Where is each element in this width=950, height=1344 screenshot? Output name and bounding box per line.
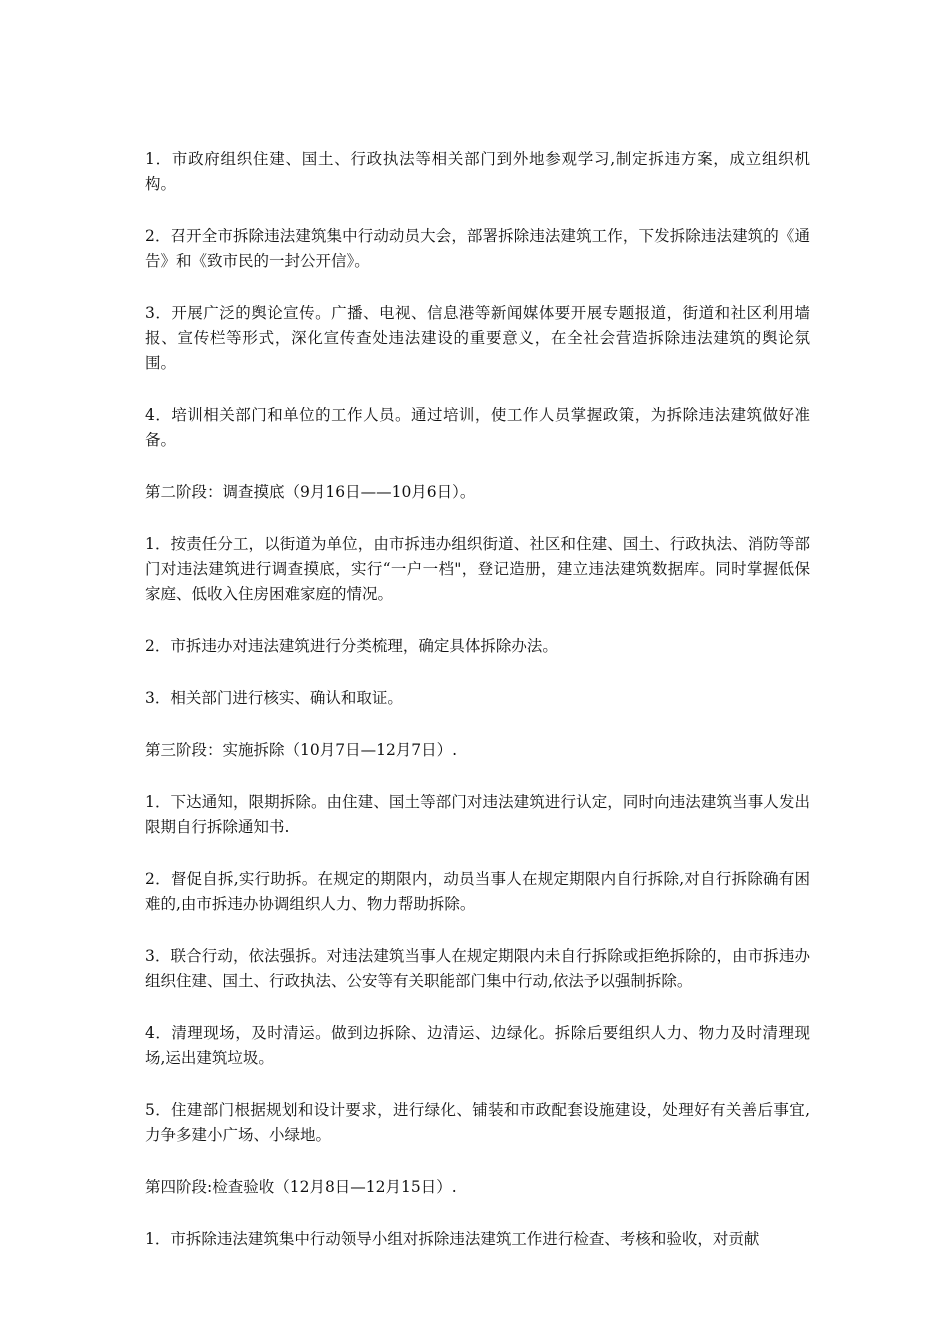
paragraph-prep-2: 2．召开全市拆除违法建筑集中行动动员大会，部署拆除违法建筑工作，下发拆除违法建筑的《通告》和《致市民的一封公开信》。 <box>145 227 810 270</box>
stage-three-heading: 第三阶段：实施拆除（10月7日—12月7日）. <box>145 741 458 759</box>
paragraph-survey-2: 2．市拆违办对违法建筑进行分类梳理，确定具体拆除办法。 <box>145 637 558 655</box>
paragraph-prep-4: 4．培训相关部门和单位的工作人员。通过培训，使工作人员掌握政策，为拆除违法建筑做好准备。 <box>145 406 810 449</box>
paragraph-demolition-5: 5．住建部门根据规划和设计要求，进行绿化、铺装和市政配套设施建设，处理好有关善后事宜,力争多建小广场、小绿地。 <box>145 1101 810 1144</box>
paragraph-survey-1: 1．按责任分工，以街道为单位，由市拆违办组织街道、社区和住建、国土、行政执法、消防等部门对违法建筑进行调查摸底，实行“一户一档"，登记造册，建立违法建筑数据库。同时掌握低保家庭、低收入住房困难家庭的情况。 <box>145 535 810 603</box>
paragraph-demolition-2: 2．督促自拆,实行助拆。在规定的期限内，动员当事人在规定期限内自行拆除,对自行拆除确有困难的,由市拆违办协调组织人力、物力帮助拆除。 <box>145 870 810 913</box>
paragraph-demolition-1: 1．下达通知，限期拆除。由住建、国土等部门对违法建筑进行认定，同时向违法建筑当事人发出限期自行拆除通知书. <box>145 793 810 836</box>
stage-two-heading: 第二阶段：调查摸底（9月16日——10月6日）。 <box>145 483 476 501</box>
paragraph-survey-3: 3．相关部门进行核实、确认和取证。 <box>145 689 403 707</box>
document-body <box>145 147 810 1279</box>
paragraph-demolition-3: 3．联合行动，依法强拆。对违法建筑当事人在规定期限内未自行拆除或拒绝拆除的，由市拆违办组织住建、国土、行政执法、公安等有关职能部门集中行动,依法予以强制拆除。 <box>145 947 810 990</box>
paragraph-prep-3: 3．开展广泛的舆论宣传。广播、电视、信息港等新闻媒体要开展专题报道，街道和社区利用墙报、宣传栏等形式，深化宣传查处违法建设的重要意义，在全社会营造拆除违法建筑的舆论氛围。 <box>145 304 810 372</box>
paragraph-prep-1: 1．市政府组织住建、国土、行政执法等相关部门到外地参观学习,制定拆违方案，成立组织机构。 <box>145 150 810 193</box>
stage-four-heading: 第四阶段:检查验收（12月8日—12月15日）. <box>145 1178 457 1196</box>
paragraph-demolition-4: 4．清理现场，及时清运。做到边拆除、边清运、边绿化。拆除后要组织人力、物力及时清理现场,运出建筑垃圾。 <box>145 1024 810 1067</box>
paragraph-inspection-1: 1．市拆除违法建筑集中行动领导小组对拆除违法建筑工作进行检查、考核和验收，对贡献 <box>145 1230 760 1248</box>
